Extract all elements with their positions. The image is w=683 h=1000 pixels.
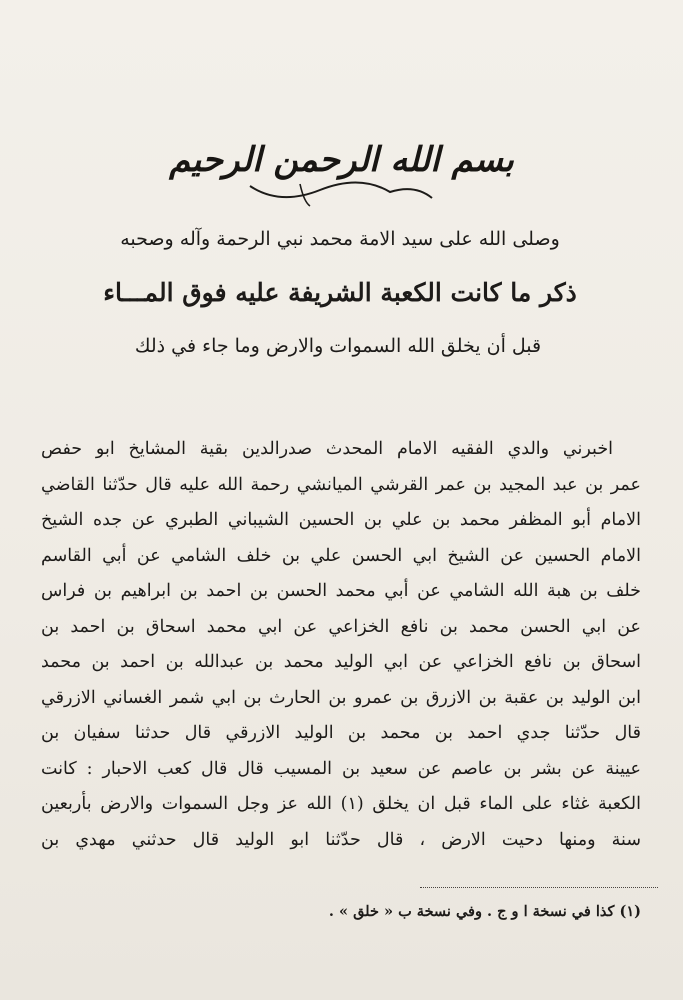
salutation-line: وصلى الله على سيد الامة محمد نبي الرحمة وآله وصحبه — [120, 228, 560, 250]
body-line: عيينة عن بشر بن عاصم عن سعيد بن المسيب قال قال كعب الاحبار : كانت — [41, 758, 641, 779]
basmala: بسم الله الرحمن الرحيم — [169, 140, 514, 180]
body-line: عمر بن عبد المجيد بن عمر القرشي الميانشي رحمة الله عليه قال حدّثنا القاضي — [41, 474, 641, 495]
body-line: سنة ومنها دحيت الارض ، قال حدّثنا ابو الوليد قال حدثني مهدي بن — [41, 829, 641, 850]
basmala-flourish-ornament — [240, 178, 440, 208]
body-text — [41, 432, 641, 858]
body-line: الكعبة غثاء على الماء قبل ان يخلق (١) الله عز وجل السموات والارض بأربعين — [41, 794, 641, 814]
chapter-subtitle: قبل أن يخلق الله السموات والارض وما جاء في ذلك — [134, 335, 542, 357]
chapter-title: ذكر ما كانت الكعبة الشريفة عليه فوق المـــاء — [103, 278, 577, 307]
body-line: اسحاق بن نافع الخزاعي عن ابي الوليد محمد بن عبدالله بن احمد بن محمد — [41, 652, 641, 672]
footnote-divider — [420, 887, 658, 888]
body-line: قال حدّثنا جدي احمد بن محمد بن الوليد الازرقي قال حدثنا سفيان بن — [41, 723, 641, 743]
body-line: عن ابي الحسن محمد بن نافع الخزاعي عن ابي محمد اسحاق بن احمد بن — [41, 616, 641, 637]
body-line: اخبرني والدي الفقيه الامام المحدث صدرالدين بقية المشايخ ابو حفص — [41, 439, 613, 459]
footnote: (١) كذا في نسخة ا و ج . وفي نسخة ب « خلق » . — [328, 903, 641, 920]
body-line: الامام الحسين عن الشيخ ابي الحسن علي بن خلف الشامي عن أبي القاسم — [41, 545, 641, 566]
body-line: الامام أبو المظفر محمد بن علي بن الحسين الشيباني الطبري عن جده الشيخ — [41, 510, 641, 530]
body-line: خلف بن هبة الله الشامي عن أبي محمد الحسن بن احمد بن ابراهيم بن فراس — [41, 581, 641, 601]
body-line: ابن الوليد بن عقبة بن الازرق بن عمرو بن الحارث بن ابي شمر الغساني الازرقي — [41, 687, 641, 708]
